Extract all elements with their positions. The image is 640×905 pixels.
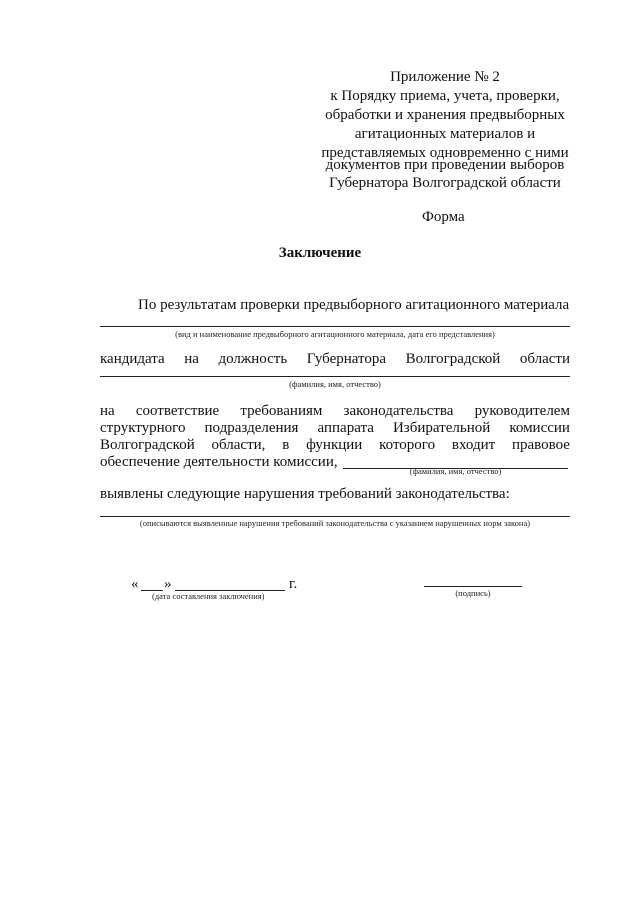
word: требованиям [240,403,323,419]
document-title: Заключение [278,245,362,261]
material-fill-line[interactable] [100,326,570,327]
word: на [184,351,199,367]
word: на [100,403,115,419]
word: Избирательной [392,420,491,436]
form-label: Форма [422,209,465,225]
word: функции [306,437,363,453]
word: Волгоградской [405,351,501,367]
intro-text: По результатам проверки предвыборного агитационного материала [138,297,570,313]
header-line: Губернатора Волгоградской области [329,175,561,191]
word: руководителем [474,403,570,419]
word: Волгоградской [100,437,195,453]
word: законодательства [343,403,454,419]
violations-text: выявлены следующие нарушения требований законодательства: [100,486,510,502]
date-caption: (дата составления заключения) [152,591,265,601]
word: соответствие [135,403,220,419]
paragraph-line-2 [100,419,570,437]
word: области, [211,437,266,453]
candidate-fio-fill-line[interactable] [100,376,570,377]
header-line: обработки и хранения предвыборных [325,107,565,123]
header-line: агитационных материалов и [354,126,536,142]
word: аппарата [317,420,374,436]
signature-caption: (подпись) [455,588,491,598]
appendix-number: Приложение № 2 [390,69,500,85]
header-line: к Порядку приема, учета, проверки, [330,88,560,104]
word: входит [451,437,496,453]
word: которого [379,437,436,453]
word: структурного [100,420,186,436]
year-suffix: г. [289,576,298,592]
quote-close: » [164,576,172,592]
word: правовое [511,437,570,453]
reviewer-fio-caption: (фамилия, имя, отчество) [409,466,502,476]
header-line: представляемых одновременно с ними [321,145,569,161]
word: в [282,437,290,453]
material-caption: (вид и наименование предвыборного агитационного материала, дата его представления) [175,329,495,339]
paragraph-line-4: обеспечение деятельности комиссии, [100,454,338,470]
candidate-line [100,350,570,368]
word: Губернатора [306,351,387,367]
word: подразделения [204,420,299,436]
candidate-fio-caption: (фамилия, имя, отчество) [289,379,381,389]
quote-open: « [131,576,139,592]
header-line: документов при проведении выборов [325,157,565,173]
paragraph-line-1 [100,402,570,420]
word: должность [218,351,288,367]
paragraph-line-3 [100,436,570,454]
word: кандидата [100,351,165,367]
signature-fill-line[interactable] [424,586,522,587]
violations-fill-line[interactable] [100,516,570,517]
violations-caption: (описываются выявленные нарушения требований законодательства с указанием нарушенных норм закона) [139,518,531,528]
word: области [519,351,570,367]
word: комиссии [509,420,570,436]
